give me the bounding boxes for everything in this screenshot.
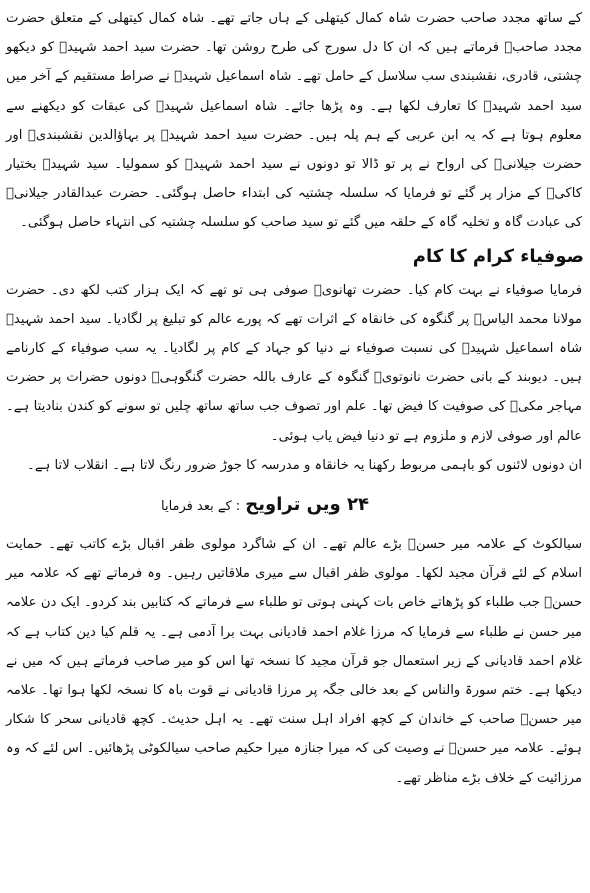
paragraph-4: سیالکوٹ کے علامہ میر حسنؒ بڑے عالم تھے۔ ان کے شاگرد مولوی ظفر اقبال بڑے کاتب تھے۔ حمایت اسلام کے لئے قرآن مجید لکھا۔ مولوی ظفر اقبال سے میری ملاقاتیں رہیں۔ وہ فرماتے تھے کہ علامہ میر حسنؒ جب طلباء کو پڑھاتے خاص بات کہنی ہوتی تو طلباء سے فرماتے کہ کتابیں بند کردو۔ ایک دن علامہ میر حسن نے طلباء سے فرمایا کہ مرزا غلام احمد قادیانی بہت برا آدمی ہے۔ یہ قلم کیا دین کتاب ہے کہ غلام احمد قادیانی کے زیر استعمال جو قرآن مجید کا نسخہ تھا اس کو میر صاحب فرماتے ہیں کہ میں نے دیکھا ہے۔ ختم سورۃ والناس کے بعد خالی جگہ پر مرزا قادیانی نے قوت باہ کا نسخہ لکھا ہوا تھا۔ علامہ میر حسنؒ صاحب کے خاندان کے کچھ افراد اہل سنت تھے۔ یہ اہل حدیث۔ کچھ قادیانی سحر کا شکار ہوئے۔ علامہ میر حسنؒ نے وصیت کی کہ میرا جنازہ میرا حکیم صاحب سیالکوٹی پڑھائیں۔ اس لئے کہ وہ مرزائیت کے خلاف بڑے مناظر تھے۔ (6, 537, 582, 786)
paragraph-2: فرمایا صوفیاء نے بہت کام کیا۔ حضرت تھانویؒ صوفی ہی تو تھے کہ ایک ہزار کتب لکھ دی۔ حضرت مولانا محمد الیاسؒ پر گنگوہ کی خانقاہ کے اثرات تھے کہ پورے عالم کو تبلیغ پر لگادیا۔ سید احمد شہیدؒ شاہ اسماعیل شہیدؒ کی نسبت صوفیاء نے دنیا کو جہاد کے کام پر لگادیا۔ یہ سب صوفیاء کے کارنامے ہیں۔ دیوبند کے بانی حضرت نانوتویؒ گنگوہ کے عارف باللہ حضرت گنگوہیؒ دونوں حضرات پر حضرت مہاجر مکیؒ کی صوفیت کا فیض تھا۔ علم اور تصوف جب ساتھ ساتھ چلیں تو سونے کو کندن بنادیتا ہے۔ عالم اور صوفی لازم و ملزوم ہے تو دنیا فیض یاب ہوئی۔ (6, 282, 582, 444)
paragraph-1: کے ساتھ مجدد صاحب حضرت شاہ کمال کیتھلی کے ہاں جاتے تھے۔ شاہ کمال کیتھلی کے متعلق حضرت مجدد صاحبؒ فرماتے ہیں کہ ان کا دل سورج کی طرح روشن تھا۔ حضرت سید احمد شہیدؒ کو دیکھو چشتی، قادری، نقشبندی سب سلاسل کے حامل تھے۔ شاہ اسماعیل شہیدؒ نے صراط مستقیم کے آخر میں سید احمد شہیدؒ کا تعارف لکھا ہے۔ وہ پڑھا جائے۔ شاہ اسماعیل شہیدؒ کی عبقات کو دیکھنے سے معلوم ہوتا ہے کہ یہ ابن عربی کے ہم پلہ ہیں۔ حضرت سید احمد شہیدؒ پر بہاؤالدین نقشبندیؒ اور حضرت جیلانیؒ کی ارواح نے پر تو ڈالا تو دونوں نے سید احمد شہیدؒ کو سمولیا۔ سید شہیدؒ بختیار کاکیؒ کے مزار پر گئے تو فرمایا کہ سلسلہ چشتیہ کی ابتداء حاصل ہوگئی۔ حضرت عبدالقادر جیلانیؒ کی عبادت گاہ و تخلیہ گاہ کے حلقہ میں گئے تو سید صاحب کو سلسلہ چشتیہ کی انتہاء حاصل ہوگئی۔ (6, 11, 582, 231)
subheading-sub: : کے بعد فرمایا (161, 499, 241, 515)
subheading (0, 490, 590, 522)
section-heading: صوفیاء کرام کا کام (412, 245, 584, 267)
subheading-main: ۲۴ ویں تراویح (245, 494, 369, 516)
paragraph-3: ان دونوں لائنوں کو باہمی مربوط رکھنا یہ خانقاہ و مدرسہ کا جوڑ ضرور رنگ لاتا ہے۔ انقلاب لاتا ہے۔ (27, 457, 582, 473)
